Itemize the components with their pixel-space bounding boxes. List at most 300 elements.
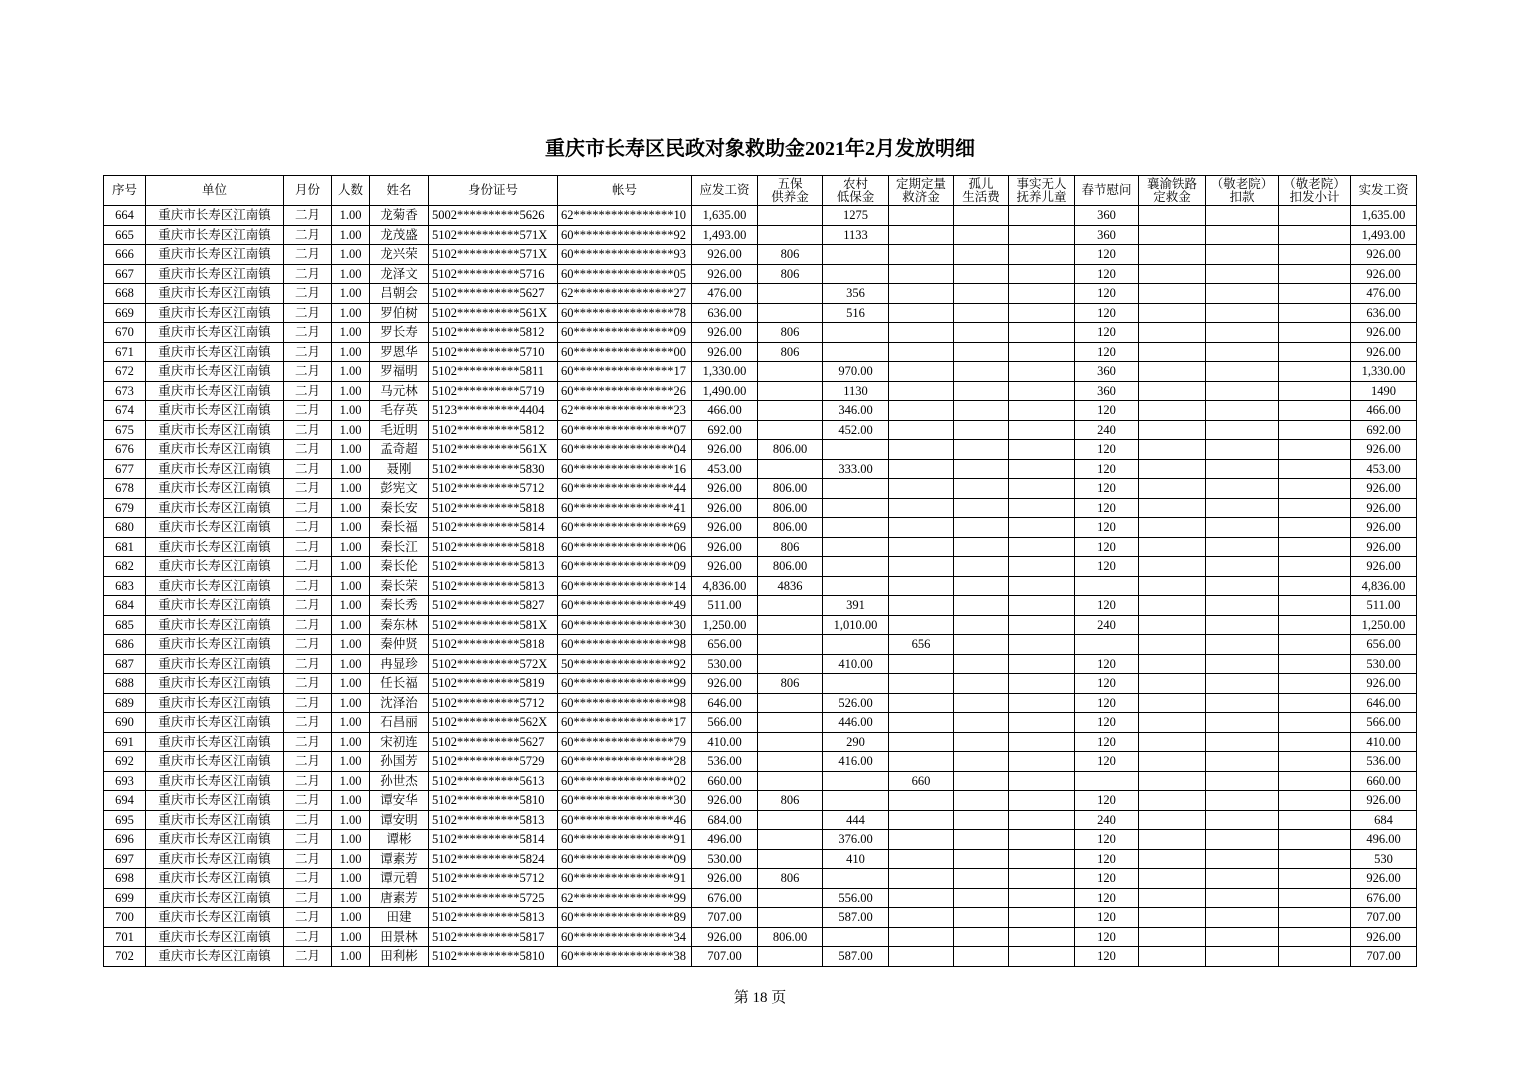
cell-id: 5102**********572X — [429, 654, 558, 674]
cell-net-pay: 1490 — [1351, 381, 1417, 401]
cell-regular-relief — [889, 596, 954, 616]
cell-festival-greeting — [1075, 635, 1139, 655]
cell-orphan-living — [954, 635, 1009, 655]
cell-month: 二月 — [284, 303, 332, 323]
cell-name: 吕朝会 — [370, 284, 429, 304]
cell-name: 田利彬 — [370, 947, 429, 967]
cell-account: 60****************41 — [558, 498, 692, 518]
cell-festival-greeting: 240 — [1075, 420, 1139, 440]
cell-net-pay: 496.00 — [1351, 830, 1417, 850]
cell-account: 60****************79 — [558, 732, 692, 752]
cell-rural-dibao — [823, 674, 889, 694]
cell-net-pay: 476.00 — [1351, 284, 1417, 304]
cell-unit: 重庆市长寿区江南镇 — [146, 908, 284, 928]
cell-persons: 1.00 — [332, 693, 370, 713]
cell-unsupported-child — [1009, 362, 1075, 382]
cell-unsupported-child — [1009, 908, 1075, 928]
cell-unit: 重庆市长寿区江南镇 — [146, 830, 284, 850]
cell-account: 62****************27 — [558, 284, 692, 304]
cell-unit: 重庆市长寿区江南镇 — [146, 693, 284, 713]
cell-rural-dibao: 416.00 — [823, 752, 889, 772]
table-row — [104, 732, 1417, 752]
header-regular-relief: 定期定量 救济金 — [889, 176, 954, 206]
cell-account: 60****************05 — [558, 264, 692, 284]
cell-rural-dibao — [823, 791, 889, 811]
cell-orphan-living — [954, 771, 1009, 791]
cell-month: 二月 — [284, 518, 332, 538]
cell-wubao-support — [758, 284, 823, 304]
cell-persons: 1.00 — [332, 381, 370, 401]
cell-unit: 重庆市长寿区江南镇 — [146, 323, 284, 343]
cell-unsupported-child — [1009, 596, 1075, 616]
cell-id: 5102**********562X — [429, 713, 558, 733]
cell-seq: 678 — [104, 479, 146, 499]
cell-gross-pay: 926.00 — [692, 791, 758, 811]
cell-id: 5102**********5725 — [429, 888, 558, 908]
cell-nursing-home-deduction-subtotal — [1279, 420, 1351, 440]
cell-account: 60****************30 — [558, 791, 692, 811]
header-festival-greeting: 春节慰问 — [1075, 176, 1139, 206]
cell-persons: 1.00 — [332, 264, 370, 284]
cell-gross-pay: 684.00 — [692, 810, 758, 830]
cell-net-pay: 656.00 — [1351, 635, 1417, 655]
cell-seq: 698 — [104, 869, 146, 889]
cell-id: 5102**********5814 — [429, 830, 558, 850]
cell-xiangyu-railway-relief — [1139, 713, 1206, 733]
cell-wubao-support — [758, 849, 823, 869]
cell-name: 谭素芳 — [370, 849, 429, 869]
cell-nursing-home-deduction-subtotal — [1279, 576, 1351, 596]
cell-month: 二月 — [284, 576, 332, 596]
cell-net-pay: 926.00 — [1351, 264, 1417, 284]
cell-name: 秦仲贤 — [370, 635, 429, 655]
cell-wubao-support — [758, 362, 823, 382]
cell-account: 60****************89 — [558, 908, 692, 928]
cell-wubao-support: 806 — [758, 674, 823, 694]
cell-festival-greeting: 120 — [1075, 459, 1139, 479]
cell-persons: 1.00 — [332, 303, 370, 323]
cell-unit: 重庆市长寿区江南镇 — [146, 381, 284, 401]
cell-wubao-support — [758, 615, 823, 635]
cell-nursing-home-deduction-subtotal — [1279, 713, 1351, 733]
cell-festival-greeting: 120 — [1075, 401, 1139, 421]
cell-id: 5102**********5729 — [429, 752, 558, 772]
cell-regular-relief — [889, 615, 954, 635]
cell-unit: 重庆市长寿区江南镇 — [146, 947, 284, 967]
cell-regular-relief — [889, 791, 954, 811]
cell-orphan-living — [954, 264, 1009, 284]
cell-persons: 1.00 — [332, 401, 370, 421]
cell-account: 50****************92 — [558, 654, 692, 674]
cell-month: 二月 — [284, 732, 332, 752]
cell-orphan-living — [954, 420, 1009, 440]
cell-nursing-home-deduction-subtotal — [1279, 284, 1351, 304]
cell-orphan-living — [954, 869, 1009, 889]
cell-orphan-living — [954, 947, 1009, 967]
cell-wubao-support: 806 — [758, 791, 823, 811]
cell-unit: 重庆市长寿区江南镇 — [146, 537, 284, 557]
cell-nursing-home-deduction-subtotal — [1279, 732, 1351, 752]
cell-gross-pay: 656.00 — [692, 635, 758, 655]
cell-seq: 700 — [104, 908, 146, 928]
cell-nursing-home-deduction — [1206, 264, 1279, 284]
cell-unsupported-child — [1009, 264, 1075, 284]
cell-gross-pay: 1,250.00 — [692, 615, 758, 635]
cell-account: 60****************17 — [558, 713, 692, 733]
cell-account: 60****************38 — [558, 947, 692, 967]
cell-net-pay: 926.00 — [1351, 245, 1417, 265]
table-row — [104, 459, 1417, 479]
cell-month: 二月 — [284, 908, 332, 928]
cell-seq: 665 — [104, 225, 146, 245]
cell-xiangyu-railway-relief — [1139, 420, 1206, 440]
table-row — [104, 888, 1417, 908]
header-account: 帐号 — [558, 176, 692, 206]
cell-regular-relief: 656 — [889, 635, 954, 655]
cell-festival-greeting: 120 — [1075, 674, 1139, 694]
table-row — [104, 498, 1417, 518]
cell-xiangyu-railway-relief — [1139, 225, 1206, 245]
cell-net-pay: 926.00 — [1351, 342, 1417, 362]
cell-regular-relief — [889, 947, 954, 967]
cell-account: 60****************09 — [558, 849, 692, 869]
cell-seq: 680 — [104, 518, 146, 538]
cell-account: 60****************91 — [558, 869, 692, 889]
cell-name: 罗长寿 — [370, 323, 429, 343]
cell-unit: 重庆市长寿区江南镇 — [146, 303, 284, 323]
cell-id: 5102**********5813 — [429, 576, 558, 596]
cell-regular-relief — [889, 674, 954, 694]
cell-account: 60****************34 — [558, 927, 692, 947]
cell-unsupported-child — [1009, 615, 1075, 635]
cell-nursing-home-deduction-subtotal — [1279, 635, 1351, 655]
cell-nursing-home-deduction-subtotal — [1279, 869, 1351, 889]
cell-regular-relief — [889, 479, 954, 499]
cell-gross-pay: 1,490.00 — [692, 381, 758, 401]
cell-rural-dibao — [823, 323, 889, 343]
cell-seq: 679 — [104, 498, 146, 518]
cell-persons: 1.00 — [332, 362, 370, 382]
cell-orphan-living — [954, 381, 1009, 401]
cell-wubao-support: 806.00 — [758, 557, 823, 577]
cell-account: 60****************92 — [558, 225, 692, 245]
cell-nursing-home-deduction — [1206, 518, 1279, 538]
cell-nursing-home-deduction-subtotal — [1279, 323, 1351, 343]
cell-month: 二月 — [284, 947, 332, 967]
cell-name: 罗福明 — [370, 362, 429, 382]
cell-account: 60****************44 — [558, 479, 692, 499]
cell-unsupported-child — [1009, 693, 1075, 713]
cell-id: 5102**********5712 — [429, 693, 558, 713]
cell-wubao-support — [758, 810, 823, 830]
cell-xiangyu-railway-relief — [1139, 518, 1206, 538]
header-name: 姓名 — [370, 176, 429, 206]
cell-id: 5102**********5810 — [429, 947, 558, 967]
header-unsupported-child: 事实无人 抚养儿童 — [1009, 176, 1075, 206]
cell-nursing-home-deduction-subtotal — [1279, 830, 1351, 850]
cell-net-pay: 1,493.00 — [1351, 225, 1417, 245]
cell-id: 5102**********571X — [429, 225, 558, 245]
cell-id: 5102**********5716 — [429, 264, 558, 284]
cell-month: 二月 — [284, 927, 332, 947]
cell-net-pay: 926.00 — [1351, 791, 1417, 811]
cell-net-pay: 926.00 — [1351, 440, 1417, 460]
cell-id: 5102**********571X — [429, 245, 558, 265]
cell-wubao-support: 806.00 — [758, 479, 823, 499]
cell-gross-pay: 926.00 — [692, 869, 758, 889]
cell-orphan-living — [954, 401, 1009, 421]
cell-persons: 1.00 — [332, 752, 370, 772]
cell-account: 60****************98 — [558, 635, 692, 655]
cell-net-pay: 4,836.00 — [1351, 576, 1417, 596]
cell-seq: 695 — [104, 810, 146, 830]
cell-name: 任长福 — [370, 674, 429, 694]
cell-unsupported-child — [1009, 849, 1075, 869]
table-row — [104, 908, 1417, 928]
cell-gross-pay: 1,330.00 — [692, 362, 758, 382]
cell-gross-pay: 636.00 — [692, 303, 758, 323]
cell-account: 60****************07 — [558, 420, 692, 440]
cell-festival-greeting: 120 — [1075, 693, 1139, 713]
cell-rural-dibao: 1133 — [823, 225, 889, 245]
cell-month: 二月 — [284, 674, 332, 694]
cell-id: 5102**********5812 — [429, 323, 558, 343]
cell-net-pay: 926.00 — [1351, 927, 1417, 947]
cell-id: 5102**********5627 — [429, 284, 558, 304]
table-row — [104, 635, 1417, 655]
cell-name: 毛存英 — [370, 401, 429, 421]
cell-seq: 671 — [104, 342, 146, 362]
cell-month: 二月 — [284, 381, 332, 401]
cell-nursing-home-deduction — [1206, 674, 1279, 694]
cell-orphan-living — [954, 927, 1009, 947]
cell-orphan-living — [954, 791, 1009, 811]
cell-nursing-home-deduction — [1206, 771, 1279, 791]
cell-gross-pay: 676.00 — [692, 888, 758, 908]
cell-id: 5102**********5813 — [429, 557, 558, 577]
cell-xiangyu-railway-relief — [1139, 557, 1206, 577]
cell-rural-dibao: 526.00 — [823, 693, 889, 713]
cell-gross-pay: 530.00 — [692, 849, 758, 869]
cell-nursing-home-deduction-subtotal — [1279, 381, 1351, 401]
cell-gross-pay: 926.00 — [692, 498, 758, 518]
cell-nursing-home-deduction — [1206, 596, 1279, 616]
cell-xiangyu-railway-relief — [1139, 635, 1206, 655]
cell-unit: 重庆市长寿区江南镇 — [146, 498, 284, 518]
cell-unsupported-child — [1009, 752, 1075, 772]
cell-wubao-support — [758, 693, 823, 713]
cell-account: 60****************98 — [558, 693, 692, 713]
cell-net-pay: 926.00 — [1351, 518, 1417, 538]
table-row — [104, 869, 1417, 889]
cell-xiangyu-railway-relief — [1139, 284, 1206, 304]
cell-orphan-living — [954, 518, 1009, 538]
cell-month: 二月 — [284, 440, 332, 460]
header-id: 身份证号 — [429, 176, 558, 206]
cell-rural-dibao: 970.00 — [823, 362, 889, 382]
table-row — [104, 693, 1417, 713]
cell-nursing-home-deduction — [1206, 869, 1279, 889]
cell-persons: 1.00 — [332, 420, 370, 440]
cell-rural-dibao: 446.00 — [823, 713, 889, 733]
cell-regular-relief — [889, 869, 954, 889]
header-unit: 单位 — [146, 176, 284, 206]
cell-rural-dibao: 452.00 — [823, 420, 889, 440]
cell-persons: 1.00 — [332, 459, 370, 479]
cell-orphan-living — [954, 440, 1009, 460]
cell-xiangyu-railway-relief — [1139, 303, 1206, 323]
cell-gross-pay: 410.00 — [692, 732, 758, 752]
cell-wubao-support: 806 — [758, 342, 823, 362]
cell-seq: 685 — [104, 615, 146, 635]
cell-net-pay: 453.00 — [1351, 459, 1417, 479]
cell-account: 60****************26 — [558, 381, 692, 401]
cell-orphan-living — [954, 557, 1009, 577]
cell-persons: 1.00 — [332, 810, 370, 830]
cell-rural-dibao — [823, 245, 889, 265]
cell-account: 60****************46 — [558, 810, 692, 830]
cell-unit: 重庆市长寿区江南镇 — [146, 284, 284, 304]
cell-nursing-home-deduction — [1206, 810, 1279, 830]
cell-regular-relief — [889, 264, 954, 284]
cell-seq: 684 — [104, 596, 146, 616]
cell-nursing-home-deduction-subtotal — [1279, 518, 1351, 538]
cell-month: 二月 — [284, 459, 332, 479]
cell-nursing-home-deduction-subtotal — [1279, 206, 1351, 226]
cell-nursing-home-deduction — [1206, 693, 1279, 713]
cell-gross-pay: 926.00 — [692, 557, 758, 577]
cell-rural-dibao — [823, 518, 889, 538]
page-number: 第 18 页 — [733, 990, 787, 1006]
cell-nursing-home-deduction — [1206, 908, 1279, 928]
cell-id: 5102**********5810 — [429, 791, 558, 811]
cell-nursing-home-deduction-subtotal — [1279, 362, 1351, 382]
cell-id: 5102**********561X — [429, 440, 558, 460]
cell-wubao-support: 806.00 — [758, 498, 823, 518]
cell-orphan-living — [954, 323, 1009, 343]
cell-net-pay: 530 — [1351, 849, 1417, 869]
cell-xiangyu-railway-relief — [1139, 381, 1206, 401]
cell-xiangyu-railway-relief — [1139, 440, 1206, 460]
cell-name: 秦长江 — [370, 537, 429, 557]
cell-name: 彭宪文 — [370, 479, 429, 499]
cell-regular-relief — [889, 908, 954, 928]
cell-unsupported-child — [1009, 771, 1075, 791]
table-row — [104, 596, 1417, 616]
table-row — [104, 225, 1417, 245]
cell-unsupported-child — [1009, 635, 1075, 655]
table-row — [104, 264, 1417, 284]
table-row — [104, 654, 1417, 674]
cell-xiangyu-railway-relief — [1139, 401, 1206, 421]
cell-gross-pay: 646.00 — [692, 693, 758, 713]
cell-month: 二月 — [284, 713, 332, 733]
cell-wubao-support: 806 — [758, 869, 823, 889]
cell-unit: 重庆市长寿区江南镇 — [146, 206, 284, 226]
cell-month: 二月 — [284, 206, 332, 226]
cell-regular-relief — [889, 713, 954, 733]
cell-rural-dibao: 410 — [823, 849, 889, 869]
cell-name: 龙菊香 — [370, 206, 429, 226]
cell-xiangyu-railway-relief — [1139, 615, 1206, 635]
cell-unsupported-child — [1009, 342, 1075, 362]
cell-seq: 691 — [104, 732, 146, 752]
cell-account: 60****************17 — [558, 362, 692, 382]
cell-nursing-home-deduction — [1206, 479, 1279, 499]
cell-month: 二月 — [284, 479, 332, 499]
cell-id: 5102**********5824 — [429, 849, 558, 869]
cell-orphan-living — [954, 654, 1009, 674]
cell-nursing-home-deduction-subtotal — [1279, 596, 1351, 616]
cell-nursing-home-deduction — [1206, 713, 1279, 733]
cell-unsupported-child — [1009, 947, 1075, 967]
cell-id: 5102**********5811 — [429, 362, 558, 382]
cell-rural-dibao: 410.00 — [823, 654, 889, 674]
cell-xiangyu-railway-relief — [1139, 732, 1206, 752]
cell-net-pay: 707.00 — [1351, 908, 1417, 928]
cell-nursing-home-deduction — [1206, 557, 1279, 577]
cell-regular-relief — [889, 752, 954, 772]
cell-gross-pay: 707.00 — [692, 908, 758, 928]
cell-orphan-living — [954, 303, 1009, 323]
cell-persons: 1.00 — [332, 615, 370, 635]
header-row — [104, 176, 1417, 206]
cell-net-pay: 926.00 — [1351, 323, 1417, 343]
table-row — [104, 674, 1417, 694]
cell-name: 沈泽治 — [370, 693, 429, 713]
cell-nursing-home-deduction-subtotal — [1279, 908, 1351, 928]
cell-xiangyu-railway-relief — [1139, 654, 1206, 674]
cell-net-pay: 676.00 — [1351, 888, 1417, 908]
cell-seq: 669 — [104, 303, 146, 323]
cell-regular-relief — [889, 576, 954, 596]
cell-festival-greeting: 120 — [1075, 830, 1139, 850]
cell-unit: 重庆市长寿区江南镇 — [146, 264, 284, 284]
cell-account: 60****************16 — [558, 459, 692, 479]
cell-unsupported-child — [1009, 791, 1075, 811]
cell-unit: 重庆市长寿区江南镇 — [146, 420, 284, 440]
cell-orphan-living — [954, 810, 1009, 830]
cell-name: 冉显珍 — [370, 654, 429, 674]
cell-name: 秦长伦 — [370, 557, 429, 577]
cell-account: 60****************09 — [558, 557, 692, 577]
cell-month: 二月 — [284, 830, 332, 850]
cell-xiangyu-railway-relief — [1139, 849, 1206, 869]
cell-net-pay: 511.00 — [1351, 596, 1417, 616]
cell-regular-relief — [889, 381, 954, 401]
cell-xiangyu-railway-relief — [1139, 479, 1206, 499]
cell-name: 谭彬 — [370, 830, 429, 850]
cell-xiangyu-railway-relief — [1139, 498, 1206, 518]
cell-account: 60****************69 — [558, 518, 692, 538]
cell-festival-greeting: 120 — [1075, 732, 1139, 752]
cell-persons: 1.00 — [332, 225, 370, 245]
cell-wubao-support — [758, 771, 823, 791]
cell-seq: 701 — [104, 927, 146, 947]
cell-id: 5102**********581X — [429, 615, 558, 635]
cell-orphan-living — [954, 479, 1009, 499]
cell-account: 62****************23 — [558, 401, 692, 421]
cell-seq: 694 — [104, 791, 146, 811]
cell-unit: 重庆市长寿区江南镇 — [146, 245, 284, 265]
cell-nursing-home-deduction-subtotal — [1279, 459, 1351, 479]
cell-regular-relief — [889, 518, 954, 538]
table-row — [104, 245, 1417, 265]
cell-nursing-home-deduction-subtotal — [1279, 810, 1351, 830]
cell-seq: 666 — [104, 245, 146, 265]
cell-orphan-living — [954, 615, 1009, 635]
cell-name: 谭安华 — [370, 791, 429, 811]
